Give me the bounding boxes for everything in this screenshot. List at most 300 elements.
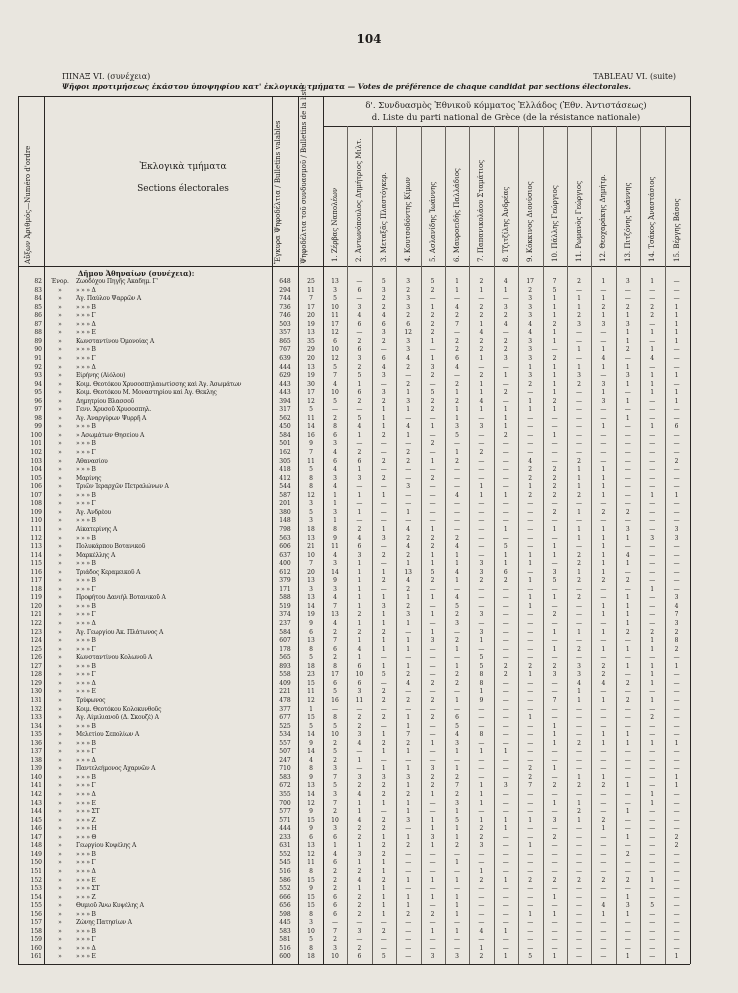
table-row xyxy=(18,637,690,645)
row-number: 84 xyxy=(34,295,42,303)
row-number: 131 xyxy=(30,696,42,704)
candidate-votes: — xyxy=(551,944,558,952)
party-ballots: 25 xyxy=(307,278,315,285)
candidate-votes: 1 xyxy=(552,893,557,901)
candidate-votes: 1 xyxy=(430,525,435,533)
candidate-votes: 1 xyxy=(552,731,557,739)
party-ballots: 9 xyxy=(309,440,313,448)
candidate-votes: 3 xyxy=(577,671,581,679)
candidate-votes: 2 xyxy=(406,551,411,559)
candidate-votes: — xyxy=(502,799,509,807)
candidate-votes: — xyxy=(600,705,607,713)
candidate-votes: — xyxy=(576,389,582,397)
candidate-votes: — xyxy=(576,833,582,841)
candidate-votes: 3 xyxy=(528,354,533,362)
candidate-votes: 1 xyxy=(503,406,508,414)
candidate-votes: 2 xyxy=(357,910,362,918)
party-ballots: 5 xyxy=(309,654,313,662)
party-ballots: 14 xyxy=(307,748,315,756)
candidate-votes: 13 xyxy=(404,568,412,576)
row-number: 127 xyxy=(30,662,42,670)
candidate-votes: 1 xyxy=(406,765,411,773)
candidate-votes: — xyxy=(600,867,607,875)
candidate-votes: 1 xyxy=(650,585,655,593)
section-name: Κοιμ. Θεοτόκου Κολοκυνθοῦς xyxy=(76,705,162,713)
row-qualifier: » xyxy=(58,936,62,944)
row-number: 105 xyxy=(30,474,42,482)
row-qualifier: » xyxy=(58,491,62,499)
section-name: » » » Β xyxy=(76,303,96,311)
candidate-votes: 3 xyxy=(528,312,533,320)
candidate-votes: 6 xyxy=(333,893,337,901)
row-qualifier: » xyxy=(58,867,62,875)
row-qualifier: » xyxy=(58,808,62,816)
row-qualifier: » xyxy=(58,423,62,431)
candidate-votes: — xyxy=(649,363,656,371)
candidate-votes: 3 xyxy=(357,927,362,935)
candidate-votes: 1 xyxy=(601,346,606,354)
candidate-votes: 2 xyxy=(552,876,557,884)
candidate-votes: 3 xyxy=(406,278,411,285)
candidate-votes: 5 xyxy=(381,953,386,961)
section-name: Μαρκέλλης Α xyxy=(76,551,116,559)
candidate-votes: 2 xyxy=(552,466,557,474)
candidate-votes: 3 xyxy=(333,508,337,516)
candidate-votes: 1 xyxy=(503,423,508,431)
valid-ballots: 588 xyxy=(279,594,291,602)
candidate-votes: 2 xyxy=(455,312,459,320)
candidate-votes: — xyxy=(600,748,607,756)
candidate-votes: — xyxy=(502,466,509,474)
candidate-votes: 3 xyxy=(406,295,411,303)
section-name: » » » Β xyxy=(76,534,96,542)
valid-ballots-header: Ἔγκυρα Ψηφοδέλτια / Bulletins valables xyxy=(274,120,282,264)
candidate-votes: 7 xyxy=(333,637,337,645)
candidate-votes: — xyxy=(429,500,436,508)
row-qualifier: » xyxy=(58,389,62,397)
candidate-votes: — xyxy=(649,474,656,482)
candidate-votes: — xyxy=(380,346,387,354)
candidate-votes: — xyxy=(551,346,558,354)
candidate-votes: 3 xyxy=(625,902,630,910)
candidate-votes: 1 xyxy=(455,748,459,756)
row-number: 134 xyxy=(30,722,42,730)
row-qualifier: » xyxy=(58,320,62,328)
candidate-votes: — xyxy=(649,620,656,627)
candidate-votes: 1 xyxy=(455,551,459,559)
row-qualifier: » xyxy=(58,414,62,422)
candidate-votes: 3 xyxy=(503,782,508,790)
candidate-votes: — xyxy=(551,714,558,722)
candidate-votes: 6 xyxy=(357,662,362,670)
candidate-votes: 3 xyxy=(381,534,386,542)
candidate-votes: 3 xyxy=(601,397,606,405)
candidate-votes: 2 xyxy=(357,363,362,371)
candidate-votes: 2 xyxy=(552,320,557,328)
candidate-votes: 2 xyxy=(333,654,337,662)
candidate-votes: 1 xyxy=(650,637,655,645)
section-name: » » » Γ xyxy=(76,585,96,593)
candidate-votes: — xyxy=(673,893,680,901)
table-row xyxy=(18,560,690,568)
candidate-votes: — xyxy=(600,517,607,525)
party-ballots: 18 xyxy=(307,953,315,961)
candidate-votes: — xyxy=(576,893,582,901)
party-ballots: 5 xyxy=(309,406,313,414)
candidate-votes: 1 xyxy=(503,560,508,568)
candidate-votes: 17 xyxy=(331,320,339,328)
candidate-votes: — xyxy=(673,910,680,918)
candidate-votes: — xyxy=(673,466,680,474)
party-ballots: 5 xyxy=(309,508,313,516)
party-ballots: 4 xyxy=(309,756,313,764)
row-qualifier: » xyxy=(58,833,62,841)
candidate-votes: 3 xyxy=(625,320,630,328)
candidate-votes: 1 xyxy=(528,577,533,585)
candidate-votes: 1 xyxy=(528,560,533,568)
candidate-votes: — xyxy=(502,688,509,696)
candidate-votes: 2 xyxy=(381,457,386,465)
candidate-votes: — xyxy=(624,688,631,696)
row-number: 115 xyxy=(30,560,42,568)
row-number: 149 xyxy=(30,850,42,858)
candidate-votes: 1 xyxy=(650,791,655,798)
candidate-votes: 1 xyxy=(625,534,630,542)
candidate-votes: 1 xyxy=(552,406,557,414)
candidate-votes: — xyxy=(551,602,558,610)
row-qualifier: » xyxy=(58,679,62,687)
valid-ballots: 865 xyxy=(279,337,291,345)
candidate-votes: — xyxy=(380,543,387,551)
candidate-votes: — xyxy=(576,791,582,798)
candidate-votes: — xyxy=(429,808,436,816)
candidate-votes: — xyxy=(673,568,680,576)
candidate-votes: 2 xyxy=(381,696,386,704)
table-row xyxy=(18,936,690,944)
row-number: 113 xyxy=(30,543,42,551)
candidate-votes: 4 xyxy=(503,320,508,328)
section-name: Κωνσταντίνου Κολωνοῦ Α xyxy=(76,654,153,662)
valid-ballots: 584 xyxy=(279,431,291,439)
candidate-votes: 4 xyxy=(357,534,362,542)
candidate-votes: — xyxy=(673,825,680,833)
candidate-votes: 7 xyxy=(455,782,459,790)
candidate-votes: — xyxy=(478,722,485,730)
candidate-votes: — xyxy=(502,440,509,448)
candidate-votes: — xyxy=(576,953,582,961)
candidate-votes: — xyxy=(429,688,436,696)
row-qualifier: » xyxy=(58,295,62,303)
candidate-votes: — xyxy=(649,953,656,961)
candidate-votes: 3 xyxy=(333,440,337,448)
candidate-votes: 1 xyxy=(601,389,606,397)
candidate-votes: — xyxy=(624,654,631,662)
candidate-votes: 2 xyxy=(528,662,533,670)
row-number: 142 xyxy=(30,791,42,798)
candidate-votes: 10 xyxy=(355,671,364,679)
row-qualifier: » xyxy=(58,585,62,593)
row-number: 125 xyxy=(30,645,42,653)
candidate-votes: 2 xyxy=(406,363,411,371)
candidate-votes: 5 xyxy=(455,816,459,824)
candidate-votes: 2 xyxy=(650,303,655,311)
row-qualifier: » xyxy=(58,551,62,559)
section-name: » » » Γ xyxy=(76,936,96,944)
table-row xyxy=(18,304,690,312)
candidate-votes: 2 xyxy=(650,628,655,636)
table-row xyxy=(18,500,690,508)
table-row xyxy=(18,594,690,602)
row-qualifier: » xyxy=(58,534,62,542)
candidate-votes: 3 xyxy=(528,303,533,311)
valid-ballots: 380 xyxy=(279,508,291,516)
candidate-votes: 2 xyxy=(503,662,508,670)
candidate-votes: 2 xyxy=(406,449,411,456)
candidate-header: 1. Ζέρβας Ναπολέων xyxy=(331,187,339,262)
candidate-votes: 2 xyxy=(528,491,533,499)
candidate-votes: 5 xyxy=(528,953,533,961)
party-ballots: 3 xyxy=(309,919,313,927)
candidate-votes: — xyxy=(502,397,509,405)
candidate-votes: 2 xyxy=(381,474,386,482)
candidate-votes: 2 xyxy=(406,585,411,593)
candidate-votes: 7 xyxy=(455,320,459,328)
candidate-header: 11. Ρωμανὸς Γεώργιος xyxy=(575,180,583,262)
row-number: 121 xyxy=(30,611,42,619)
candidate-votes: — xyxy=(576,449,582,456)
candidate-votes: — xyxy=(454,329,460,337)
candidate-votes: 16 xyxy=(331,696,339,704)
candidate-votes: 1 xyxy=(381,525,386,533)
candidate-votes: — xyxy=(429,602,436,610)
candidate-votes: — xyxy=(332,705,338,713)
candidate-votes: 1 xyxy=(625,363,630,371)
candidate-votes: — xyxy=(527,825,534,833)
candidate-votes: 1 xyxy=(430,457,435,465)
section-name: » » » Γ xyxy=(76,312,96,320)
candidate-votes: 3 xyxy=(333,825,337,833)
section-name: Ἀθανασίου xyxy=(76,457,108,465)
candidate-votes: — xyxy=(502,867,509,875)
candidate-votes: 2 xyxy=(577,876,581,884)
candidate-votes: — xyxy=(527,440,534,448)
candidate-votes: — xyxy=(624,286,631,294)
party-ballots: 9 xyxy=(309,825,313,833)
candidate-votes: 1 xyxy=(406,782,411,790)
candidate-votes: 4 xyxy=(333,620,337,627)
row-qualifier: » xyxy=(58,560,62,568)
candidate-votes: — xyxy=(527,696,534,704)
candidate-votes: 1 xyxy=(479,637,484,645)
candidate-votes: 3 xyxy=(381,389,386,397)
candidate-votes: 1 xyxy=(430,791,435,798)
candidate-votes: 2 xyxy=(674,628,679,636)
candidate-votes: 1 xyxy=(552,295,557,303)
candidate-votes: 1 xyxy=(601,696,606,704)
party-ballots: 35 xyxy=(307,337,315,345)
party-ballots: 13 xyxy=(307,637,315,645)
candidate-votes: — xyxy=(673,748,680,756)
section-name: Θυμιοῦ Ἄνω Κυψέλης Α xyxy=(76,902,144,910)
candidate-votes: 3 xyxy=(528,337,533,345)
candidate-votes: 1 xyxy=(381,645,386,653)
candidate-votes: 1 xyxy=(357,431,362,439)
row-qualifier: » xyxy=(58,944,62,952)
row-number: 152 xyxy=(30,876,42,884)
candidate-votes: — xyxy=(502,474,509,482)
candidate-votes: 1 xyxy=(528,842,533,850)
table-row xyxy=(18,526,690,534)
candidate-votes: — xyxy=(551,585,558,593)
section-name: » » » Β xyxy=(76,850,96,858)
candidate-votes: 1 xyxy=(455,876,459,884)
candidate-votes: — xyxy=(673,944,680,952)
valid-ballots: 171 xyxy=(279,585,291,593)
header-right: TABLEAU VI. (suite) xyxy=(593,72,676,81)
section-name: Γενν. Χρυσοῦ Χρυσοσπηλ. xyxy=(76,406,151,414)
row-qualifier: » xyxy=(58,773,62,781)
candidate-votes: 7 xyxy=(406,731,411,739)
candidate-header: 2. Ἀντωνόπουλος Δημήτριος Μιλτ. xyxy=(355,138,364,262)
row-qualifier: » xyxy=(58,303,62,311)
candidate-votes: 2 xyxy=(479,303,484,311)
candidate-votes: 3 xyxy=(650,534,655,542)
candidate-votes: — xyxy=(649,414,656,422)
party-ballots: 15 xyxy=(307,679,315,687)
table-row xyxy=(18,552,690,560)
candidate-votes: 2 xyxy=(333,885,337,893)
candidate-votes: — xyxy=(502,902,509,910)
candidate-votes: — xyxy=(673,902,680,910)
candidate-votes: — xyxy=(673,508,680,516)
party-ballots: 9 xyxy=(309,885,313,893)
candidate-votes: — xyxy=(551,902,558,910)
valid-ballots: 672 xyxy=(279,782,291,790)
row-number: 100 xyxy=(30,431,42,439)
valid-ballots: 357 xyxy=(279,329,291,337)
candidate-votes: — xyxy=(673,799,680,807)
candidate-votes: — xyxy=(478,585,485,593)
party-ballots: 12 xyxy=(307,696,315,704)
candidate-votes: 12 xyxy=(331,354,339,362)
row-number: 144 xyxy=(30,808,42,816)
candidate-votes: — xyxy=(527,389,534,397)
section-name: » » » Β xyxy=(76,517,96,525)
candidate-votes: 1 xyxy=(601,363,606,371)
candidate-votes: — xyxy=(502,936,509,944)
candidate-votes: — xyxy=(527,611,534,619)
candidate-votes: 4 xyxy=(528,320,533,328)
candidate-votes: — xyxy=(600,585,607,593)
candidate-votes: 1 xyxy=(430,337,435,345)
candidate-votes: — xyxy=(429,431,436,439)
candidate-votes: — xyxy=(429,850,436,858)
candidate-votes: 2 xyxy=(406,534,411,542)
candidate-votes: 1 xyxy=(625,602,630,610)
candidate-votes: 2 xyxy=(552,474,557,482)
valid-ballots: 656 xyxy=(279,902,291,910)
valid-ballots: 600 xyxy=(279,953,291,961)
valid-ballots: 571 xyxy=(279,816,291,824)
candidate-votes: 1 xyxy=(381,867,386,875)
party-ballots: 8 xyxy=(309,474,313,482)
valid-ballots: 294 xyxy=(279,286,291,294)
candidate-votes: 1 xyxy=(479,688,484,696)
valid-ballots: 639 xyxy=(279,354,291,362)
valid-ballots: 577 xyxy=(279,808,291,816)
candidate-votes: 1 xyxy=(455,910,459,918)
candidate-votes: — xyxy=(673,363,680,371)
candidate-votes: 10 xyxy=(331,346,339,354)
candidate-votes: 3 xyxy=(430,953,435,961)
candidate-votes: 1 xyxy=(528,910,533,918)
candidate-votes: 1 xyxy=(650,679,655,687)
row-number: 86 xyxy=(34,312,42,320)
candidate-votes: 6 xyxy=(333,902,337,910)
candidate-votes: — xyxy=(429,919,436,927)
row-number: 156 xyxy=(30,910,42,918)
candidate-votes: — xyxy=(624,671,631,679)
row-number: 110 xyxy=(30,517,42,525)
table-row xyxy=(18,458,690,466)
row-qualifier: » xyxy=(58,474,62,482)
candidate-votes: 1 xyxy=(650,876,655,884)
candidate-votes: 1 xyxy=(357,885,362,893)
candidate-votes: 1 xyxy=(601,491,606,499)
candidate-votes: 3 xyxy=(625,525,630,533)
section-name: » » » Γ xyxy=(76,671,96,679)
valid-ballots: 598 xyxy=(279,910,291,918)
section-name: » » » Ε xyxy=(76,329,96,337)
candidate-votes: 2 xyxy=(357,722,362,730)
candidate-votes: 5 xyxy=(430,278,435,285)
row-number: 147 xyxy=(30,833,42,841)
candidate-votes: 2 xyxy=(455,773,459,781)
candidate-votes: 2 xyxy=(430,534,435,542)
candidate-votes: 1 xyxy=(455,449,459,456)
candidate-votes: 1 xyxy=(552,722,557,730)
candidate-votes: 1 xyxy=(406,645,411,653)
candidate-votes: — xyxy=(649,944,656,952)
row-number: 94 xyxy=(34,380,42,388)
candidate-votes: — xyxy=(576,431,582,439)
candidate-votes: — xyxy=(478,457,485,465)
candidate-votes: — xyxy=(502,363,509,371)
valid-ballots: 445 xyxy=(279,919,291,927)
candidate-votes: — xyxy=(649,816,656,824)
candidate-votes: 1 xyxy=(674,337,679,345)
section-name: » » » Δ xyxy=(76,756,96,764)
party-ballots: 12 xyxy=(307,491,315,499)
candidate-votes: — xyxy=(600,431,607,439)
candidate-votes: 1 xyxy=(430,354,435,362)
candidate-votes: — xyxy=(527,645,534,653)
candidate-votes: 2 xyxy=(528,876,533,884)
row-number: 87 xyxy=(34,320,42,328)
candidate-votes: 1 xyxy=(406,714,411,722)
candidate-votes: — xyxy=(551,791,558,798)
candidate-votes: — xyxy=(380,517,387,525)
candidate-votes: 1 xyxy=(381,620,386,627)
candidate-votes: — xyxy=(454,525,460,533)
valid-ballots: 443 xyxy=(279,380,291,388)
candidate-votes: 5 xyxy=(333,688,337,696)
candidate-votes: — xyxy=(527,705,534,713)
candidate-votes: 4 xyxy=(650,354,655,362)
candidate-votes: 2 xyxy=(552,354,557,362)
candidate-votes: — xyxy=(673,850,680,858)
candidate-votes: — xyxy=(551,748,558,756)
